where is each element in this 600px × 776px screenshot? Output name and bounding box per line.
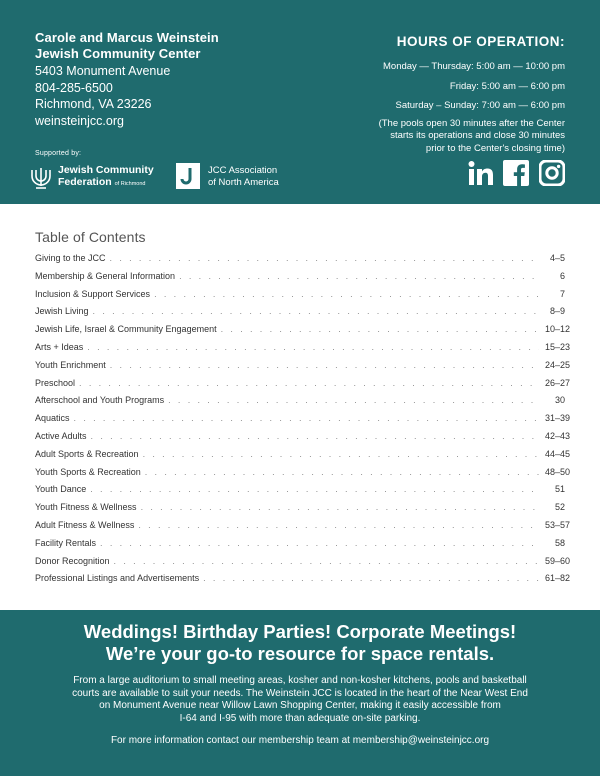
toc-leader (168, 395, 539, 405)
toc-leader (138, 520, 539, 530)
toc-leader (145, 467, 539, 477)
toc-item-pages: 59–60 (545, 555, 571, 566)
promo-body-line: on Monument Avenue near Willow Lawn Shopping Center, making it easily accessible from (99, 700, 501, 712)
toc-leader (79, 378, 539, 388)
organization-info (35, 30, 335, 129)
menorah-icon (28, 164, 54, 190)
toc-item-label: Youth Dance (35, 484, 87, 495)
toc-item-label: Arts + Ideas (35, 341, 84, 352)
pool-note-line: (The pools open 30 minutes after the Center (378, 117, 565, 129)
promo-body-line: courts are available to suit your needs. The Weinstein JCC is located in the heart of the Near West End (72, 687, 528, 699)
toc-item-pages: 15–23 (545, 341, 571, 352)
toc-item-label: Active Adults (35, 430, 87, 441)
toc-item-label: Professional Listings and Advertisements (35, 573, 200, 584)
toc-leader (93, 306, 539, 316)
toc-item[interactable] (35, 341, 571, 360)
org-name-line1: Carole and Marcus Weinstein (35, 30, 219, 45)
instagram-icon[interactable] (539, 160, 565, 186)
toc-item[interactable] (35, 377, 571, 396)
toc-item[interactable] (35, 448, 571, 467)
toc-item-pages: 8–9 (549, 306, 565, 317)
pool-note-line: prior to the Center's closing time) (425, 142, 565, 154)
toc-item-label: Donor Recognition (35, 555, 110, 566)
toc-leader (203, 573, 539, 583)
toc-item-pages: 31–39 (545, 413, 571, 424)
federation-logo (28, 162, 168, 192)
pool-note-line: starts its operations and close 30 minutes (390, 130, 565, 141)
jcca-logo (176, 163, 296, 191)
toc-item[interactable] (35, 502, 565, 520)
toc-leader (221, 324, 539, 334)
toc-item-pages: 44–45 (545, 448, 571, 459)
toc-leader (154, 289, 539, 299)
toc-item[interactable] (35, 466, 571, 485)
federation-name-line1: Jewish Community (58, 164, 154, 176)
toc-leader (91, 431, 539, 441)
toc-leader (141, 502, 539, 512)
toc-leader (114, 556, 539, 566)
toc-item-pages: 52 (554, 502, 565, 513)
toc-item[interactable] (35, 395, 565, 413)
facebook-icon[interactable] (503, 160, 529, 186)
hours-row: Monday — Thursday: 5:00 am — 10:00 pm (383, 61, 565, 72)
toc-item-pages: 48–50 (545, 466, 571, 477)
toc-item-label: Adult Fitness & Wellness (35, 519, 135, 530)
hours-title: HOURS OF OPERATION: (396, 34, 565, 49)
toc-item[interactable] (35, 359, 571, 378)
toc-item-label: Jewish Life, Israel & Community Engagement (35, 324, 217, 335)
toc-item-label: Youth Fitness & Wellness (35, 502, 137, 513)
hours-row: Saturday – Sunday: 7:00 am — 6:00 pm (395, 100, 565, 111)
hours-of-operation (305, 34, 565, 155)
toc-item-pages: 51 (554, 484, 565, 495)
toc-item-label: Inclusion & Support Services (35, 288, 151, 299)
toc-item-label: Jewish Living (35, 306, 89, 317)
pool-hours-note (305, 118, 565, 156)
jcca-name-line1: JCC Association (208, 165, 278, 176)
federation-name-small: of Richmond (114, 181, 146, 187)
toc-item-pages: 42–43 (545, 430, 571, 441)
toc-item-label: Aquatics (35, 413, 70, 424)
toc-item[interactable] (35, 413, 571, 431)
promo-headline-2: We’re your go-to resource for space rentals. (105, 643, 495, 664)
toc-title: Table of Contents (35, 229, 146, 245)
rentals-promo-band (0, 610, 600, 776)
toc-leader (100, 538, 539, 548)
toc-item[interactable] (35, 573, 571, 591)
toc-item-label: Preschool (35, 377, 76, 388)
toc-leader (110, 253, 539, 263)
promo-body (20, 675, 580, 725)
toc-leader (87, 342, 539, 352)
toc-leader (179, 271, 539, 281)
toc-leader (74, 413, 539, 423)
toc-item-label: Membership & General Information (35, 270, 176, 281)
toc-item-pages: 53–57 (545, 519, 571, 530)
toc-item-pages: 58 (554, 537, 565, 548)
toc-item-label: Facility Rentals (35, 537, 97, 548)
toc-item[interactable] (35, 253, 565, 271)
toc-item[interactable] (35, 538, 565, 556)
org-name-line2: Jewish Community Center (35, 46, 201, 61)
toc-item[interactable] (35, 289, 565, 307)
phone-number[interactable]: 804-285-6500 (35, 80, 113, 95)
promo-body-line: I-64 and I-95 with more than adequate on-site parking. (179, 712, 421, 724)
jcca-j-icon (176, 163, 200, 189)
toc-item-pages: 7 (559, 288, 565, 299)
toc-item[interactable] (35, 555, 571, 574)
toc-item[interactable] (35, 484, 565, 502)
contact-line[interactable]: For more information contact our membership team at membership@weinsteinjcc.org (110, 735, 490, 747)
jcca-name-line2: of North America (208, 176, 279, 188)
linkedin-icon[interactable] (468, 160, 494, 186)
toc-item[interactable] (35, 306, 565, 324)
table-of-contents (35, 229, 571, 591)
toc-item-label: Afterschool and Youth Programs (35, 395, 165, 406)
toc-item-label: Youth Enrichment (35, 359, 106, 370)
promo-headline-1: Weddings! Birthday Parties! Corporate Meetings! (83, 621, 517, 642)
toc-list (35, 253, 571, 591)
header-band (0, 0, 600, 204)
toc-item-pages: 24–25 (545, 359, 571, 370)
supported-by-label: Supported by: (35, 150, 82, 157)
toc-item-label: Giving to the JCC (35, 253, 106, 263)
toc-item-pages: 10–12 (545, 324, 571, 335)
toc-item[interactable] (35, 324, 571, 342)
federation-name-line2: Federation (58, 176, 112, 188)
city-state-zip: Richmond, VA 23226 (35, 97, 152, 111)
toc-item-pages: 4–5 (549, 253, 565, 263)
toc-leader (90, 484, 539, 494)
toc-item-pages: 6 (559, 270, 565, 281)
toc-item[interactable] (35, 519, 571, 538)
toc-item[interactable] (35, 271, 565, 289)
toc-leader (110, 360, 539, 370)
website-link[interactable]: weinsteinjcc.org (35, 113, 124, 128)
street-address: 5403 Monument Avenue (35, 64, 171, 78)
toc-item-pages: 61–82 (545, 573, 571, 584)
toc-item-label: Youth Sports & Recreation (35, 466, 141, 477)
toc-item-pages: 30 (554, 395, 565, 406)
toc-leader (143, 449, 539, 459)
toc-item-label: Adult Sports & Recreation (35, 448, 139, 459)
promo-body-line: From a large auditorium to small meeting areas, kosher and non-kosher kitchens, pools and basketball (73, 675, 527, 686)
hours-row: Friday: 5:00 am — 6:00 pm (449, 80, 565, 92)
toc-item-pages: 26–27 (545, 377, 571, 388)
toc-item[interactable] (35, 430, 571, 449)
